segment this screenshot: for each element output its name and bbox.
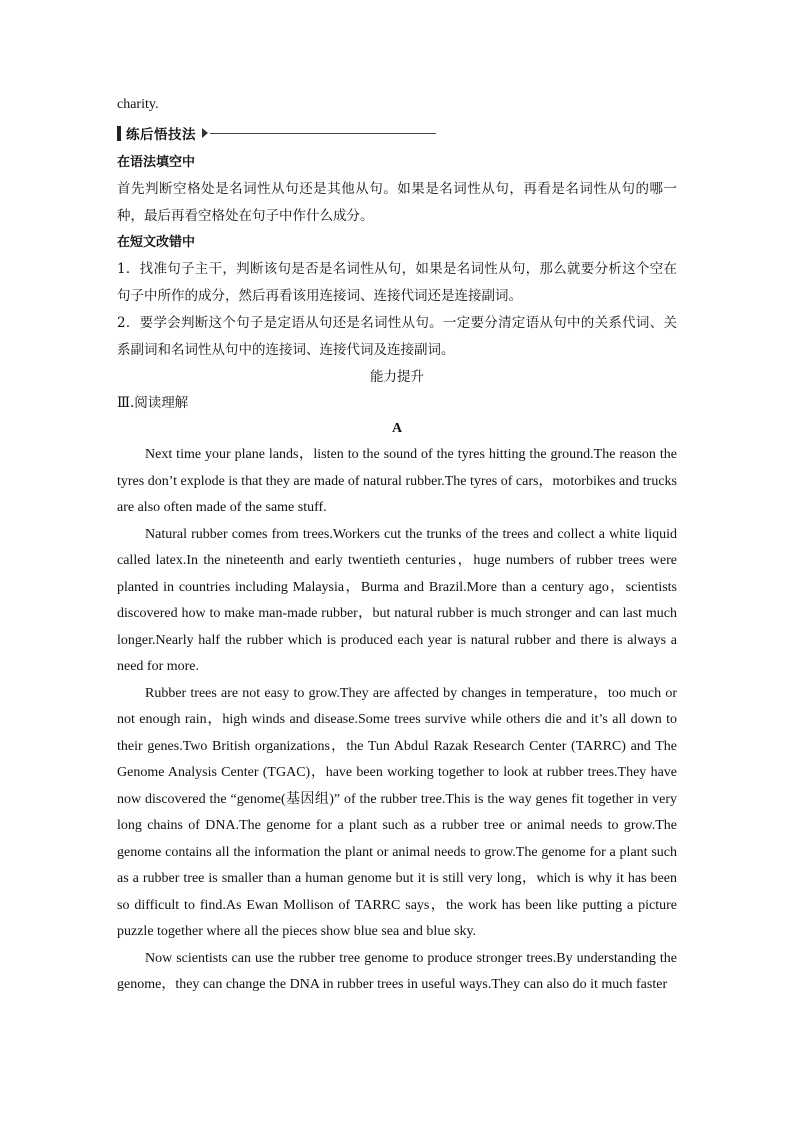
error-correction-heading: 在短文改错中 (117, 235, 196, 250)
passage-paragraph-3: Rubber trees are not easy to grow.They are affected by changes in temperature，too much or not enough rain，high winds and disease.Some trees survive while others die and it’s all down to their genes.Two British organizations，the Tun Abdul Razak Research Center (TARRC) and The Genome Analysis Center (TGAC)，have been working together to look at rubber trees.They have now discovered the “genome(基因组)” of the rubber tree.This is the way genes fit together in very long chains of DNA.The genome for a plant such as a rubber tree or animal needs to grow.The genome contains all the information the plant or animal needs to grow.The genome for a plant such as a rubber tree is smaller than a human genome but it is still very long，which is why it has been so difficult to find.As Ewan Mollison of TARRC says，the work has been like putting a picture puzzle together where all the pieces show blue sea and blue sky. (117, 685, 677, 939)
section-divider (210, 133, 436, 134)
grammar-fill-heading: 在语法填空中 (117, 155, 196, 170)
ability-title: 能力提升 (370, 369, 424, 385)
document-page (117, 92, 677, 999)
top-fragment: charity. (117, 97, 159, 112)
triangle-right-icon (202, 128, 208, 138)
section-header (117, 120, 677, 146)
passage-paragraph-1: Next time your plane lands，listen to the sound of the tyres hitting the ground.The reason the tyres don’t explode is that they are made of natural rubber.The tyres of cars，motorbikes and trucks are also often made of the same stuff. (117, 447, 677, 515)
passage-letter: A (391, 421, 403, 436)
section-title: 练后悟技法 (126, 127, 196, 143)
section-bar-icon (117, 126, 121, 141)
grammar-fill-text: 首先判断空格处是名词性从句还是其他从句。如果是名词性从句，再看是名词性从句的哪一种，最后再看空格处在句子中作什么成分。 (117, 181, 677, 224)
error-correction-item-1: 1．找准句子主干，判断该句是否是名词性从句，如果是名词性从句，那么就要分析这个空在句子中所作的成分，然后再看该用连接词、连接代词还是连接副词。 (117, 261, 677, 304)
reading-heading: Ⅲ.阅读理解 (117, 395, 189, 411)
passage-paragraph-2: Natural rubber comes from trees.Workers cut the trunks of the trees and collect a white liquid called latex.In the nineteenth and early twentieth centuries，huge numbers of rubber trees were planted in countries including Malaysia，Burma and Brazil.More than a century ago，scientists discovered how to make man-made rubber，but natural rubber is much stronger and can last much longer.Nearly half the rubber which is produced each year is natural rubber and there is always a need for more. (117, 526, 677, 674)
error-correction-item-2: 2．要学会判断这个句子是定语从句还是名词性从句。一定要分清定语从句中的关系代词、关系副词和名词性从句中的连接词、连接代词及连接副词。 (117, 315, 677, 358)
passage-paragraph-4: Now scientists can use the rubber tree genome to produce stronger trees.By understanding the genome，they can change the DNA in rubber trees in useful ways.They can also do it much faster (117, 950, 677, 992)
